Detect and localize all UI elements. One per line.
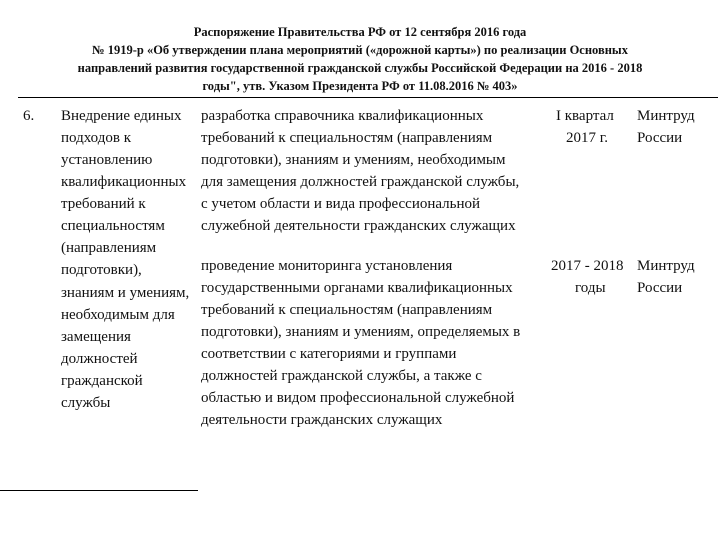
executor-line: России	[637, 280, 683, 296]
footnote-rule	[0, 490, 198, 491]
activity-line: разработка справочника квалификационных	[201, 108, 484, 124]
activity-line: требований к специальностям (направлениям	[201, 130, 493, 146]
measure-name-line: (направлениям	[61, 240, 157, 256]
header-line-4: годы", утв. Указом Президента РФ от 11.08.2016 № 403»	[202, 79, 518, 93]
activity-line: соответствии с категориями и группами	[201, 346, 457, 362]
header-line-1: Распоряжение Правительства РФ от 12 сентября 2016 года	[193, 25, 527, 39]
row-number: 6.	[23, 108, 35, 124]
header-divider	[18, 97, 718, 98]
activity-line: проведение мониторинга установления	[201, 258, 453, 274]
measure-name-line: требований к	[61, 196, 146, 212]
measure-name-line: Внедрение единых	[61, 108, 182, 124]
activity-line: подготовки), знаниям и умениям, определяемых в	[201, 324, 521, 340]
activity-line: для замещения должностей гражданской службы,	[201, 174, 520, 190]
executor-line: Минтруд	[637, 108, 695, 124]
term-line: годы	[575, 280, 606, 296]
measure-name-line: подходов к	[61, 130, 131, 146]
term-line: 2017 г.	[566, 130, 608, 146]
measure-name-line: службы	[61, 395, 111, 411]
measure-name-line: необходимым для	[61, 307, 175, 323]
header-line-3: направлений развития государственной гражданской службы Российской Федерации на 2016 - 2018	[77, 61, 643, 75]
activity-line: областью и видом профессиональной служебной	[201, 390, 515, 406]
measure-name-line: специальностям	[61, 218, 165, 234]
measure-name-line: подготовки),	[61, 262, 142, 278]
measure-name-line: установлению	[61, 152, 153, 168]
term-line: I квартал	[556, 108, 614, 124]
measure-name-line: квалификационных	[61, 174, 187, 190]
measure-name-line: должностей	[61, 351, 138, 367]
measure-name-line: знаниям и умениям,	[61, 285, 190, 301]
activity-line: государственными органами квалификационных	[201, 280, 513, 296]
term-line: 2017 - 2018	[551, 258, 624, 274]
activity-line: требований к специальностям (направлениям	[201, 302, 493, 318]
activity-line: с учетом области и вида профессиональной	[201, 196, 481, 212]
activity-line: деятельности гражданских служащих	[201, 412, 443, 428]
activity-line: должностей гражданской службы, а также с	[201, 368, 482, 384]
measure-name-line: гражданской	[61, 373, 143, 389]
measure-name-line: замещения	[61, 329, 131, 345]
executor-line: России	[637, 130, 683, 146]
activity-line: подготовки), знаниям и умениям, необходимым	[201, 152, 506, 168]
executor-line: Минтруд	[637, 258, 695, 274]
activity-line: служебной деятельности гражданских служащих	[201, 218, 516, 234]
header-line-2: № 1919-р «Об утверждении плана мероприятий («дорожной карты») по реализации Основных	[92, 43, 628, 57]
